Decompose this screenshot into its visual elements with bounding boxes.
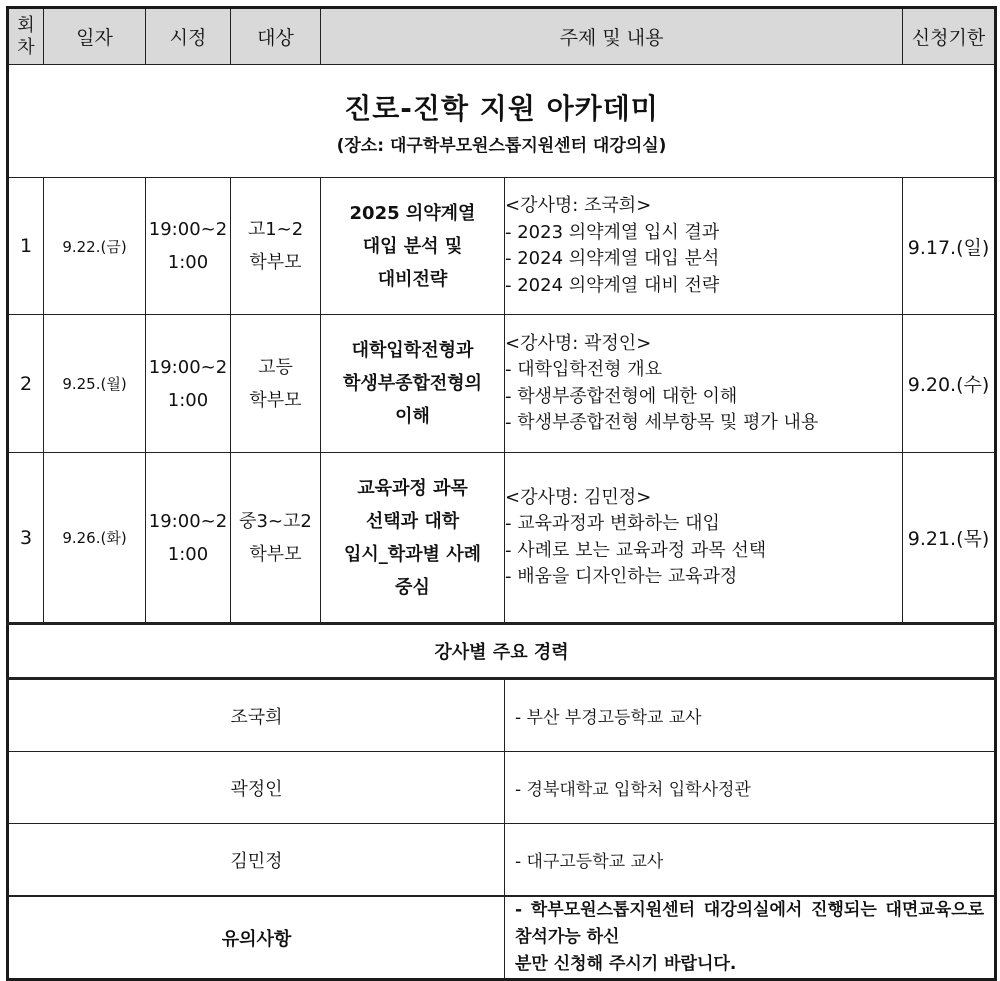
title-cell [8, 65, 996, 178]
header-time: 시정 [146, 8, 231, 65]
session-time-line2: 1:00 [167, 543, 209, 565]
session-target [231, 315, 321, 453]
topic-line: 대입 분석 및 [362, 235, 463, 257]
session-deadline: 9.21.(목) [903, 453, 996, 624]
topic-line: 대학입학전형과 [351, 340, 474, 361]
session-target-line2: 학부모 [249, 543, 302, 565]
instructor-career: - 경북대학교 입학처 입학사정관 [505, 752, 996, 824]
session-row [8, 315, 996, 453]
academy-schedule-table [6, 6, 997, 981]
session-target-line2: 학부모 [249, 389, 302, 411]
header-target: 대상 [231, 8, 321, 65]
notice-label: 유의사항 [8, 896, 505, 980]
content-item: - 교육과정과 변화하는 대입 [505, 513, 720, 534]
header-round [8, 8, 44, 65]
content-item: - 2024 의약계열 대입 분석 [505, 248, 720, 269]
instructor-row [8, 752, 996, 824]
instructor-label: <강사명: 곽정인> [505, 332, 652, 354]
session-time-line2: 1:00 [167, 252, 209, 273]
session-date: 9.26.(화) [44, 453, 146, 624]
session-round: 1 [8, 178, 44, 315]
session-time-line1: 19:00~2 [148, 510, 228, 532]
content-item: - 배움을 디자인하는 교육과정 [505, 566, 738, 587]
instructor-career: - 부산 부경고등학교 교사 [505, 679, 996, 752]
header-date: 일자 [44, 8, 146, 65]
career-heading-row [8, 624, 996, 679]
header-round-line2: 차 [17, 36, 35, 58]
session-row [8, 178, 996, 315]
session-topic [321, 178, 505, 315]
session-row [8, 453, 996, 624]
session-content [505, 178, 903, 315]
session-date: 9.25.(월) [44, 315, 146, 453]
session-round: 3 [8, 453, 44, 624]
page-title: 진로-진학 지원 아카데미 [344, 91, 659, 125]
session-time [146, 315, 231, 453]
career-heading: 강사별 주요 경력 [8, 624, 996, 679]
notice-text [505, 896, 996, 980]
instructor-name: 김민정 [8, 824, 505, 897]
content-item: - 2023 의약계열 입시 결과 [505, 221, 720, 243]
session-time-line1: 19:00~2 [148, 219, 228, 240]
session-date: 9.22.(금) [44, 178, 146, 315]
session-target-line2: 학부모 [249, 252, 302, 273]
topic-line: 중심 [395, 576, 430, 598]
content-item: - 학생부종합전형에 대한 이해 [505, 385, 738, 407]
session-content [505, 315, 903, 453]
topic-line: 입시_학과별 사례 [344, 543, 481, 565]
title-row [8, 65, 996, 178]
venue-subtitle: (장소: 대구학부모원스톱지원센터 대강의실) [336, 135, 667, 156]
session-topic [321, 315, 505, 453]
session-time-line2: 1:00 [167, 389, 209, 411]
session-deadline: 9.20.(수) [903, 315, 996, 453]
session-time [146, 453, 231, 624]
content-item: - 대학입학전형 개요 [505, 359, 663, 380]
session-target [231, 178, 321, 315]
notice-row [8, 896, 996, 980]
session-time [146, 178, 231, 315]
session-deadline: 9.17.(일) [903, 178, 996, 315]
topic-line: 선택과 대학 [365, 510, 460, 532]
header-deadline: 신청기한 [903, 8, 996, 65]
topic-line: 학생부종합전형의 [342, 373, 483, 394]
session-target-line1: 고등 [258, 356, 293, 378]
session-target-line1: 중3~고2 [239, 510, 312, 532]
session-target-line1: 고1~2 [247, 219, 304, 240]
content-item: - 사례로 보는 교육과정 과목 선택 [505, 539, 767, 561]
instructor-career: - 대구고등학교 교사 [505, 824, 996, 897]
notice-line: 분만 신청해 주시기 바랍니다. [515, 954, 737, 974]
session-content [505, 453, 903, 624]
notice-line: - 학부모원스톱지원센터 대강의실에서 진행되는 대면교육으로 참석가능 하신 [515, 900, 985, 947]
topic-line: 이해 [395, 406, 430, 427]
instructor-row [8, 824, 996, 897]
session-topic [321, 453, 505, 624]
session-round: 2 [8, 315, 44, 453]
instructor-name: 곽정인 [8, 752, 505, 824]
topic-line: 교육과정 과목 [357, 477, 468, 499]
topic-line: 대비전략 [377, 268, 448, 290]
instructor-label: <강사명: 김민정> [505, 486, 652, 508]
header-row [8, 8, 996, 65]
instructor-label: <강사명: 조국희> [505, 195, 652, 216]
instructor-row [8, 679, 996, 752]
instructor-name: 조국희 [8, 679, 505, 752]
content-item: - 2024 의약계열 대비 전략 [505, 274, 720, 296]
content-item: - 학생부종합전형 세부항목 및 평가 내용 [505, 412, 819, 433]
topic-line: 2025 의약계열 [349, 202, 476, 224]
header-round-line1: 회 [17, 14, 35, 36]
header-topic: 주제 및 내용 [321, 8, 903, 65]
session-target [231, 453, 321, 624]
session-time-line1: 19:00~2 [148, 356, 228, 378]
